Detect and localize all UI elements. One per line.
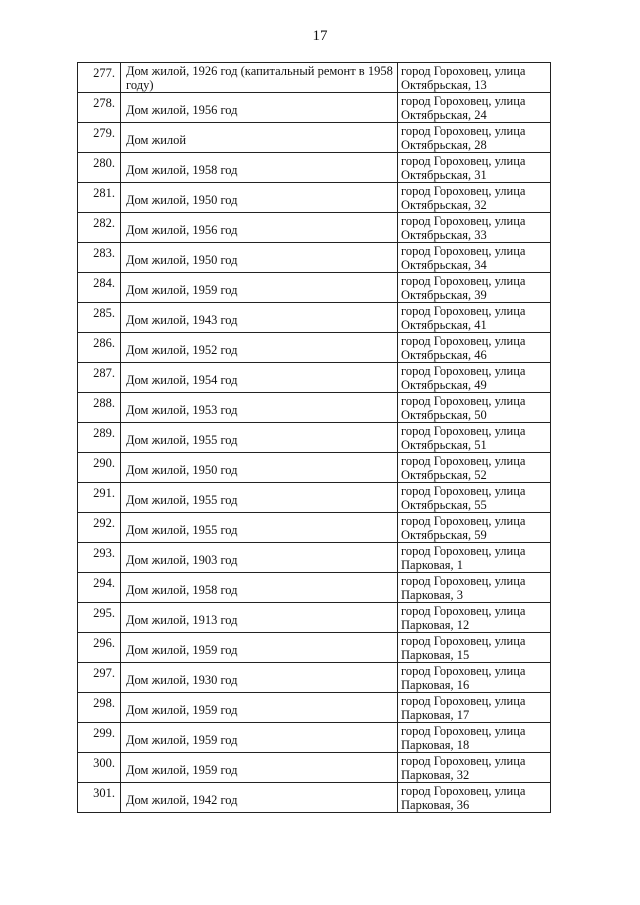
table-row	[78, 273, 551, 303]
object-description: Дом жилой, 1955 год	[121, 423, 398, 453]
address-line-1: город Гороховец, улица	[401, 304, 526, 318]
object-address	[398, 573, 551, 603]
table-row	[78, 93, 551, 123]
row-number: 291.	[78, 483, 121, 513]
object-description: Дом жилой, 1926 год (капитальный ремонт в 1958 году)	[121, 63, 398, 93]
address-line-1: город Гороховец, улица	[401, 394, 526, 408]
row-number: 289.	[78, 423, 121, 453]
address-line-1: город Гороховец, улица	[401, 274, 526, 288]
object-address	[398, 213, 551, 243]
object-address	[398, 333, 551, 363]
object-address	[398, 303, 551, 333]
address-line-2: Парковая, 12	[401, 618, 470, 632]
address-line-1: город Гороховец, улица	[401, 544, 526, 558]
address-line-2: Парковая, 3	[401, 588, 464, 602]
table-row	[78, 753, 551, 783]
address-line-2: Парковая, 16	[401, 678, 470, 692]
address-line-2: Октябрьская, 46	[401, 348, 487, 362]
table-row	[78, 423, 551, 453]
row-number: 300.	[78, 753, 121, 783]
object-address	[398, 633, 551, 663]
row-number: 292.	[78, 513, 121, 543]
address-line-1: город Гороховец, улица	[401, 604, 526, 618]
object-address	[398, 243, 551, 273]
address-line-2: Октябрьская, 41	[401, 318, 487, 332]
row-number: 277.	[78, 63, 121, 93]
object-address	[398, 543, 551, 573]
table-row	[78, 153, 551, 183]
address-line-2: Октябрьская, 55	[401, 498, 487, 512]
object-description: Дом жилой, 1955 год	[121, 483, 398, 513]
row-number: 293.	[78, 543, 121, 573]
address-line-1: город Гороховец, улица	[401, 64, 526, 78]
address-line-2: Октябрьская, 33	[401, 228, 487, 242]
object-description: Дом жилой, 1913 год	[121, 603, 398, 633]
address-line-2: Октябрьская, 24	[401, 108, 487, 122]
object-description: Дом жилой, 1958 год	[121, 153, 398, 183]
object-address	[398, 453, 551, 483]
row-number: 281.	[78, 183, 121, 213]
table-row	[78, 213, 551, 243]
address-line-1: город Гороховец, улица	[401, 664, 526, 678]
row-number: 298.	[78, 693, 121, 723]
table-row	[78, 123, 551, 153]
address-line-1: город Гороховец, улица	[401, 514, 526, 528]
address-line-1: город Гороховец, улица	[401, 484, 526, 498]
object-description: Дом жилой, 1956 год	[121, 93, 398, 123]
object-address	[398, 393, 551, 423]
object-address	[398, 153, 551, 183]
row-number: 280.	[78, 153, 121, 183]
table-row	[78, 633, 551, 663]
row-number: 278.	[78, 93, 121, 123]
row-number: 287.	[78, 363, 121, 393]
page-number: 17	[312, 28, 328, 44]
object-description: Дом жилой	[121, 123, 398, 153]
object-address	[398, 93, 551, 123]
row-number: 294.	[78, 573, 121, 603]
object-description: Дом жилой, 1952 год	[121, 333, 398, 363]
object-address	[398, 663, 551, 693]
address-line-1: город Гороховец, улица	[401, 754, 526, 768]
address-line-2: Парковая, 18	[401, 738, 470, 752]
object-description: Дом жилой, 1950 год	[121, 453, 398, 483]
object-address	[398, 483, 551, 513]
table-row	[78, 783, 551, 813]
address-line-1: город Гороховец, улица	[401, 724, 526, 738]
address-line-2: Октябрьская, 13	[401, 78, 487, 92]
object-description: Дом жилой, 1958 год	[121, 573, 398, 603]
address-line-2: Октябрьская, 51	[401, 438, 487, 452]
row-number: 286.	[78, 333, 121, 363]
address-line-2: Октябрьская, 31	[401, 168, 487, 182]
row-number: 283.	[78, 243, 121, 273]
object-address	[398, 753, 551, 783]
object-description: Дом жилой, 1959 год	[121, 753, 398, 783]
object-address	[398, 723, 551, 753]
row-number: 279.	[78, 123, 121, 153]
address-line-2: Октябрьская, 34	[401, 258, 487, 272]
table-row	[78, 663, 551, 693]
object-description: Дом жилой, 1959 год	[121, 723, 398, 753]
object-address	[398, 123, 551, 153]
address-line-1: город Гороховец, улица	[401, 634, 526, 648]
table-row	[78, 513, 551, 543]
row-number: 295.	[78, 603, 121, 633]
object-description: Дом жилой, 1959 год	[121, 273, 398, 303]
row-number: 301.	[78, 783, 121, 813]
address-line-1: город Гороховец, улица	[401, 94, 526, 108]
row-number: 284.	[78, 273, 121, 303]
object-description: Дом жилой, 1930 год	[121, 663, 398, 693]
table-row	[78, 723, 551, 753]
object-address	[398, 783, 551, 813]
address-line-1: город Гороховец, улица	[401, 184, 526, 198]
table-body	[78, 63, 551, 813]
address-line-1: город Гороховец, улица	[401, 154, 526, 168]
object-address	[398, 603, 551, 633]
address-line-1: город Гороховец, улица	[401, 214, 526, 228]
objects-table	[77, 62, 551, 813]
row-number: 288.	[78, 393, 121, 423]
object-description: Дом жилой, 1954 год	[121, 363, 398, 393]
table-row	[78, 453, 551, 483]
object-description: Дом жилой, 1955 год	[121, 513, 398, 543]
address-line-2: Парковая, 32	[401, 768, 470, 782]
object-description: Дом жилой, 1953 год	[121, 393, 398, 423]
object-description: Дом жилой, 1956 год	[121, 213, 398, 243]
object-description: Дом жилой, 1950 год	[121, 183, 398, 213]
address-line-2: Октябрьская, 52	[401, 468, 487, 482]
table-row	[78, 483, 551, 513]
table-row	[78, 693, 551, 723]
table-row	[78, 243, 551, 273]
table-row	[78, 363, 551, 393]
address-line-1: город Гороховец, улица	[401, 694, 526, 708]
object-description: Дом жилой, 1943 год	[121, 303, 398, 333]
address-line-1: город Гороховец, улица	[401, 454, 526, 468]
table-row	[78, 333, 551, 363]
object-description: Дом жилой, 1959 год	[121, 633, 398, 663]
address-line-1: город Гороховец, улица	[401, 364, 526, 378]
row-number: 285.	[78, 303, 121, 333]
object-address	[398, 693, 551, 723]
table-row	[78, 393, 551, 423]
address-line-2: Октябрьская, 39	[401, 288, 487, 302]
object-description: Дом жилой, 1942 год	[121, 783, 398, 813]
address-line-1: город Гороховец, улица	[401, 334, 526, 348]
table-row	[78, 573, 551, 603]
object-address	[398, 183, 551, 213]
address-line-1: город Гороховец, улица	[401, 784, 526, 798]
address-line-2: Октябрьская, 28	[401, 138, 487, 152]
address-line-2: Октябрьская, 59	[401, 528, 487, 542]
address-line-2: Парковая, 1	[401, 558, 464, 572]
address-line-1: город Гороховец, улица	[401, 424, 526, 438]
address-line-2: Парковая, 36	[401, 798, 470, 812]
object-description: Дом жилой, 1903 год	[121, 543, 398, 573]
address-line-1: город Гороховец, улица	[401, 574, 526, 588]
object-address	[398, 513, 551, 543]
object-address	[398, 273, 551, 303]
row-number: 297.	[78, 663, 121, 693]
address-line-2: Октябрьская, 50	[401, 408, 487, 422]
object-address	[398, 63, 551, 93]
address-line-2: Парковая, 15	[401, 648, 470, 662]
table-row	[78, 303, 551, 333]
object-description: Дом жилой, 1959 год	[121, 693, 398, 723]
table-row	[78, 183, 551, 213]
table-row	[78, 63, 551, 93]
table-row	[78, 603, 551, 633]
row-number: 296.	[78, 633, 121, 663]
address-line-1: город Гороховец, улица	[401, 244, 526, 258]
row-number: 299.	[78, 723, 121, 753]
row-number: 282.	[78, 213, 121, 243]
row-number: 290.	[78, 453, 121, 483]
object-address	[398, 423, 551, 453]
object-description: Дом жилой, 1950 год	[121, 243, 398, 273]
address-line-2: Октябрьская, 32	[401, 198, 487, 212]
address-line-2: Октябрьская, 49	[401, 378, 487, 392]
table-row	[78, 543, 551, 573]
object-address	[398, 363, 551, 393]
address-line-1: город Гороховец, улица	[401, 124, 526, 138]
address-line-2: Парковая, 17	[401, 708, 470, 722]
